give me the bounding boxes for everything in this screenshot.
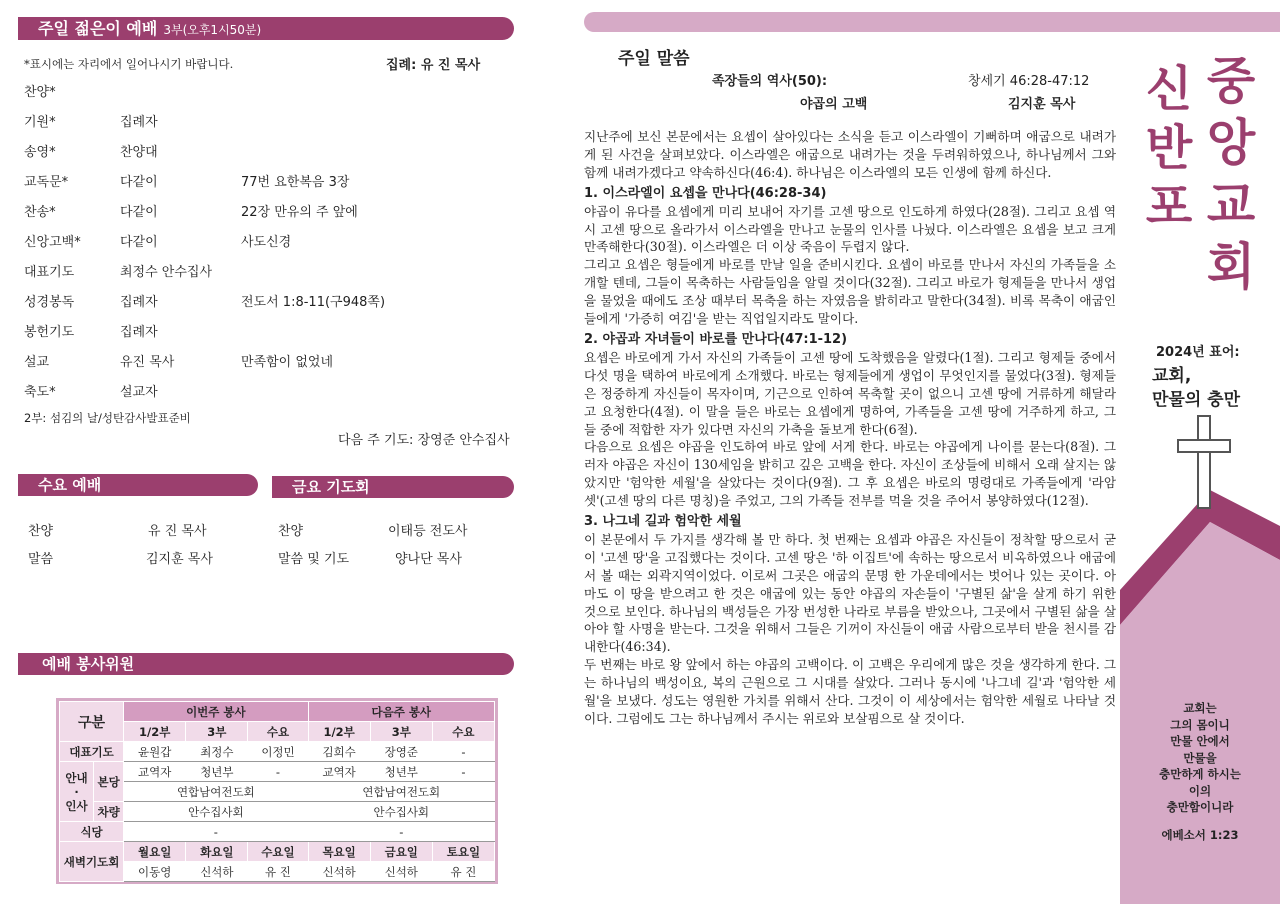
order-item: 대표기도 [24, 265, 75, 280]
verse-line: 그의 몸이니 [1170, 717, 1230, 732]
sermon-title: 야곱의 고백 [800, 97, 868, 112]
table-cell: 윤원갑 [124, 742, 186, 762]
guide-label [60, 762, 94, 822]
order-detail: 만족함이 없었네 [241, 355, 334, 370]
parking-label: 차량 [94, 802, 124, 822]
subcol-header: 3부 [370, 722, 432, 742]
sermon-paragraph: 두 번째는 바로 왕 앞에서 하는 야곱의 고백이다. 이 고백은 우리에게 많은 것을 생각하게 한다. 그는 하나님의 백성이요, 복의 근원으로 그 시대를 살았다. 그러나 동시에 '나그네 길'과 '험악한 세월'을 보냈다. 성도는 영원한 가치를 위해서 산다. 그것이 이 세상에서는 험악한 세월로 나타날 것이다. 그럼에도 그는 하나님께서 주시는 위로와 보살핌으로 살 것이다. [584, 657, 1116, 726]
wed-row-1-value: 유 진 목사 [148, 524, 207, 539]
fri-row-2-value: 양나단 목사 [395, 552, 462, 567]
dawn-prayer-label: 새벽기도회 [60, 842, 124, 882]
sermon-heading-2: 2. 야곱과 자녀들이 바로를 만나다(47:1-12) [584, 331, 848, 347]
presider: 집례: 유 진 목사 [386, 58, 481, 73]
sermon-paragraph: 요셉은 바로에게 가서 자신의 가족들이 고센 땅에 도착했음을 알렸다(1절). 그리고 형제들 중에서 다섯 명을 택하여 바로에게 소개했다. 바로는 형제들에게 생업이 무엇인지를 물었다(3절). 형제들은 정중하게 자신들이 목자이며, 기근으로 인하여 목축할 곳이 없으니 고센 땅에 거류하게 해달라고 요청한다(4절). 이 말을 들은 바로는 요셉에게 명하여, 가족들을 고센 땅에 거주하게 하고, 그들 중에 적합한 자가 있다면 자신의 가축을 돌보게 한다(6절). [584, 349, 1116, 437]
subcol-header: 수요 [248, 722, 308, 742]
table-cell: - [308, 822, 494, 842]
scripture-verse [1140, 700, 1260, 816]
order-leader: 찬양대 [120, 145, 158, 160]
wednesday-service-title: 수요 예배 [38, 476, 102, 494]
order-item: 찬양* [24, 85, 56, 100]
order-detail: 전도서 1:8-11(구948쪽) [241, 295, 386, 310]
wed-row-1-label: 찬양 [28, 524, 54, 539]
order-item: 설교 [24, 355, 50, 370]
sermon-paragraph: 그리고 요셉은 형들에게 바로를 만날 일을 준비시킨다. 요셉이 바로를 만나서 자신의 가족들을 소개할 텐데, 그들이 목축하는 사람들임을 알릴 것이다(32절). 그리고 바로가 형제들을 만나서 생업을 물었을 때에도 조상 때부터 목축을 하는 자였음을 밝히라고 말한다(34절). 비록 목축이 애굽인들에게 '가증히 여김'을 받는 직업일지라도 말이다. [584, 257, 1116, 327]
table-cell: 청년부 [370, 762, 432, 782]
guide-label-1: 안내 [65, 770, 88, 785]
church-name-primary [1198, 50, 1264, 298]
sermon-paragraph: 다음으로 요셉은 야곱을 인도하여 바로 앞에 서게 한다. 바로는 야곱에게 나이를 묻는다(8절). 그러자 야곱은 자신이 130세임을 밝히고 깊은 고백을 한다. 자신이 조상들에 비해서 오래 살지는 않았지만 '험악한 세월'을 살았다는 것이다(9절). 그 후 요셉은 바로의 명령대로 가족들에게 '라암셋'(고센 땅의 다른 명칭)을 주었고, 그의 가족들 전부를 먹을 것을 주어서 봉양하였다(12절). [584, 439, 1116, 509]
day-header: 화요일 [186, 842, 248, 862]
servers-title: 예배 봉사위원 [42, 655, 135, 673]
table-cell: 교역자 [308, 762, 370, 782]
sermon-intro: 지난주에 보신 본문에서는 요셉이 살아있다는 소식을 듣고 이스라엘이 기뻐하며 애굽으로 내려가게 된 사건을 살펴보았다. 이스라엘은 애굽으로 내려가는 것을 두려워하였으나, 하나님께서 그와 함께 내려가겠다고 약속하신다(46:4). 하나님은 이스라엘의 모든 인생에 함께 하신다. [584, 129, 1116, 180]
youth-service-header [18, 17, 514, 40]
table-cell: 연합남여전도회 [124, 782, 308, 802]
wednesday-service-header [18, 474, 258, 496]
order-item: 송영* [24, 145, 56, 160]
order-leader: 집례자 [120, 325, 158, 340]
table-cell: 안수집사회 [308, 802, 494, 822]
table-cell: 이정민 [248, 742, 308, 762]
table-cell: 유 진 [432, 862, 494, 882]
sermon-heading-1: 1. 이스라엘이 요셉을 만나다(46:28-34) [584, 185, 827, 201]
verse-line: 충만하게 하시는 [1159, 767, 1241, 781]
church-name-secondary [1138, 60, 1200, 237]
order-item: 신앙고백* [24, 235, 81, 250]
sermon-heading-3: 3. 나그네 길과 험악한 세월 [584, 514, 742, 530]
sermon-body [584, 128, 1116, 728]
motto-line-2: 만물의 충만 [1152, 390, 1241, 410]
church-name-secondary-text: 신반포 [1145, 61, 1193, 235]
order-leader: 최정수 안수집사 [120, 265, 213, 280]
wed-row-2-value: 김지훈 목사 [146, 552, 213, 567]
day-header: 수요일 [248, 842, 308, 862]
order-detail: 사도신경 [241, 235, 292, 250]
this-week-header: 이번주 봉사 [124, 702, 308, 722]
table-cell: 교역자 [124, 762, 186, 782]
subcol-header: 1/2부 [308, 722, 370, 742]
motto-label: 2024년 표어: [1156, 345, 1240, 360]
table-cell: 신석하 [370, 862, 432, 882]
table-cell: 청년부 [186, 762, 248, 782]
verse-line: 충만함이니라 [1166, 800, 1234, 814]
day-header: 목요일 [308, 842, 370, 862]
next-week-prayer: 다음 주 기도: 장영준 안수집사 [338, 433, 510, 448]
order-leader: 다같이 [120, 235, 158, 250]
day-header: 월요일 [124, 842, 186, 862]
servers-header [18, 653, 514, 675]
church-name-primary-text: 중앙교회 [1206, 52, 1256, 296]
table-cell: 신석하 [308, 862, 370, 882]
table-cell: 김희수 [308, 742, 370, 762]
subcol-header: 3부 [186, 722, 248, 742]
order-leader: 설교자 [120, 385, 158, 400]
table-cell: 안수집사회 [124, 802, 308, 822]
fri-row-1-label: 찬양 [278, 524, 304, 539]
next-week-header: 다음주 봉사 [308, 702, 494, 722]
order-footnote: 2부: 섬김의 날/성탄감사발표준비 [24, 411, 191, 425]
order-leader: 집례자 [120, 295, 158, 310]
cross-icon [1176, 414, 1232, 510]
order-item: 기원* [24, 115, 56, 130]
table-cell: 최정수 [186, 742, 248, 762]
order-item: 성경봉독 [24, 295, 75, 310]
table-cell: 장영준 [370, 742, 432, 762]
rep-prayer-label: 대표기도 [60, 742, 124, 762]
sermon-section-title: 주일 말씀 [618, 49, 690, 69]
sermon-series: 족장들의 역사(50): [712, 74, 828, 89]
order-item: 축도* [24, 385, 56, 400]
order-leader: 다같이 [120, 205, 158, 220]
verse-line: 교회는 [1183, 701, 1217, 715]
table-cell: 신석하 [186, 862, 248, 882]
order-leader: 집례자 [120, 115, 158, 130]
cafeteria-label: 식당 [60, 822, 124, 842]
order-item: 봉헌기도 [24, 325, 75, 340]
servers-table-wrap [56, 698, 498, 884]
subcol-header: 수요 [432, 722, 494, 742]
friday-prayer-header [272, 476, 514, 498]
servers-table [59, 701, 495, 882]
table-cell: 유 진 [248, 862, 308, 882]
motto-line-1: 교회, [1152, 366, 1192, 386]
table-cell: - [124, 822, 308, 842]
order-detail: 77번 요한복음 3장 [241, 175, 350, 190]
table-cell: 연합남여전도회 [308, 782, 494, 802]
standing-note: *표시에는 자리에서 일어나시기 바랍니다. [24, 57, 234, 71]
sermon-reference: 창세기 46:28-47:12 [968, 74, 1090, 89]
guide-label-dot: · [74, 784, 79, 799]
main-hall-label: 본당 [94, 762, 124, 802]
table-cell: 이동영 [124, 862, 186, 882]
friday-prayer-title: 금요 기도회 [292, 478, 370, 496]
sermon-paragraph: 야곱이 유다를 요셉에게 미리 보내어 자기를 고센 땅으로 인도하게 하였다(28절). 그리고 요셉 역시 고센 땅으로 올라가서 이스라엘을 만나고 눈물의 인사를 나눴다. 이스라엘은 요셉을 보고 크게 만족해한다(30절). 이스라엘은 더 이상 죽음이 두렵지 않다. [584, 203, 1116, 255]
order-leader: 다같이 [120, 175, 158, 190]
order-item: 찬송* [24, 205, 56, 220]
table-cell: - [248, 762, 308, 782]
order-item: 교독문* [24, 175, 69, 190]
table-cell: - [432, 742, 494, 762]
col-group-header: 구분 [60, 702, 124, 742]
subcol-header: 1/2부 [124, 722, 186, 742]
wed-row-2-label: 말씀 [28, 552, 54, 567]
scripture-reference: 에베소서 1:23 [1161, 828, 1239, 842]
verse-line: 만물을 [1183, 750, 1217, 765]
order-leader: 유진 목사 [120, 355, 175, 370]
table-cell: - [432, 762, 494, 782]
day-header: 금요일 [370, 842, 432, 862]
sermon-preacher: 김지훈 목사 [1008, 97, 1076, 112]
day-header: 토요일 [432, 842, 494, 862]
fri-row-1-value: 이태등 전도사 [388, 524, 468, 539]
sermon-paragraph: 이 본문에서 두 가지를 생각해 볼 만 하다. 첫 번째는 요셉과 야곱은 자신들이 정착할 땅으로서 굳이 '고센 땅'을 고집했다는 것이다. 고센 땅은 '하 이집트'에 속하는 땅으로서 비옥하였으나 애굽에서 볼 때는 외곽지역이었다. 이로써 그곳은 애굽의 문명 한 가운데에서는 벗어나 있는 곳이다. 아마도 이 땅을 받으려고 한 것은 애굽에 있는 동안 야곱의 자손들이 '구별된 삶'을 살게 하기 위한 것으로 보인다. 하나님의 백성들은 가장 번성한 나라로 부름을 받았으나, 그곳에서 구별된 삶을 살아야 할 사명을 받는다. 그것을 위해서 그들은 기꺼이 자신들이 애굽 사람으로부터 받을 천시를 감내한다(46:34). [584, 531, 1116, 655]
verse-line: 이의 [1188, 783, 1212, 798]
youth-service-title: 주일 젊은이 예배 [38, 19, 158, 38]
fri-row-2-label: 말씀 및 기도 [278, 552, 350, 567]
youth-service-time: 3부(오후1시50분) [163, 23, 262, 37]
order-detail: 22장 만유의 주 앞에 [241, 205, 358, 220]
verse-line: 만물 안에서 [1170, 734, 1230, 748]
top-stripe [584, 12, 1280, 32]
guide-label-2: 인사 [65, 798, 88, 813]
